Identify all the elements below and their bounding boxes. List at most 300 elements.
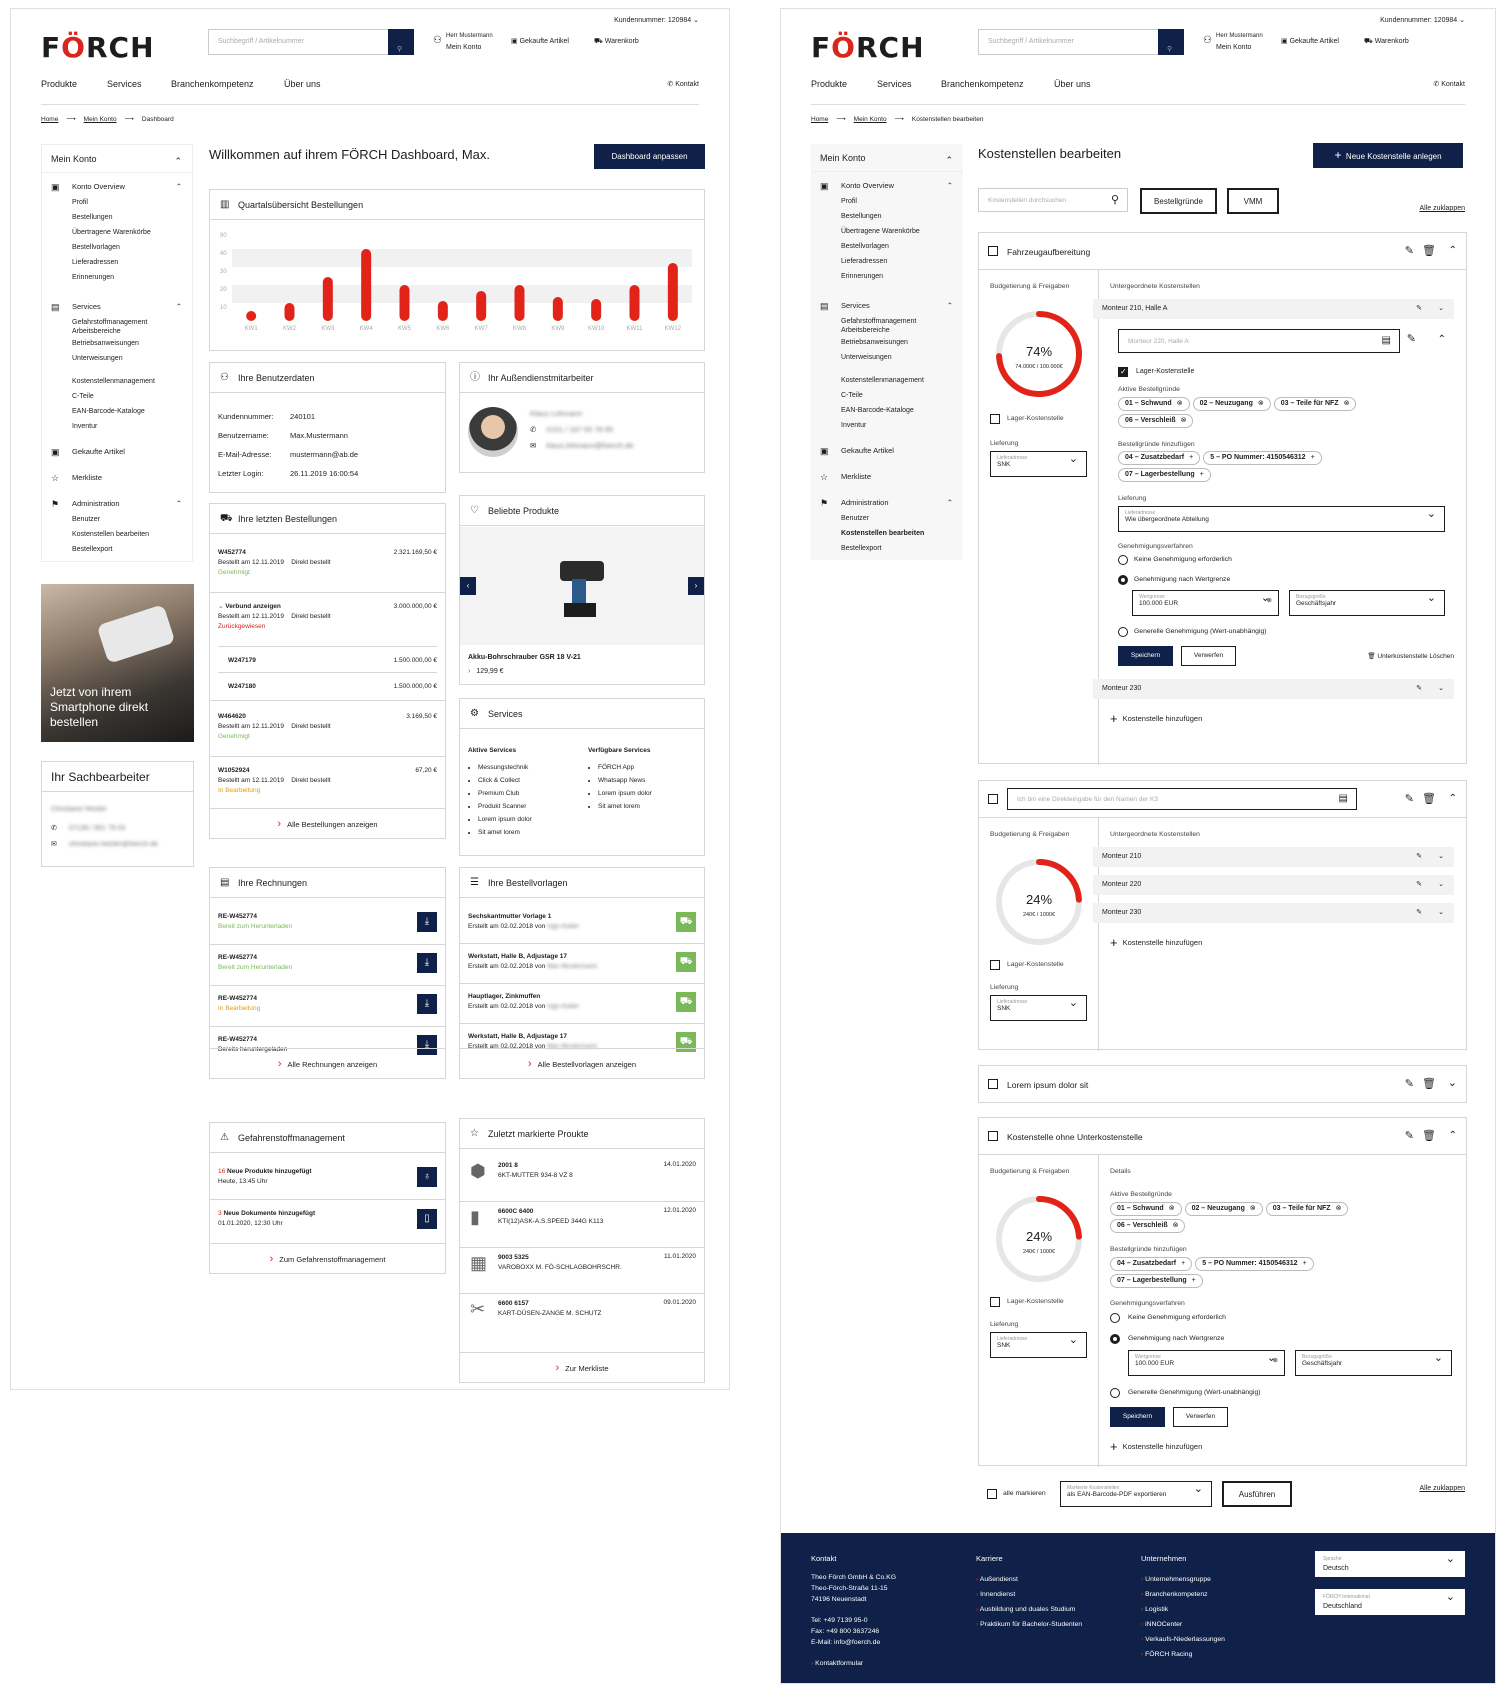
active-reason-chip[interactable] bbox=[1118, 414, 1193, 428]
foerch-logo[interactable] bbox=[41, 31, 155, 64]
carousel-prev-button[interactable]: ‹ bbox=[460, 577, 476, 595]
approval-general-radio[interactable] bbox=[1110, 1388, 1120, 1398]
customer-number[interactable]: Kundennummer: 120984 ⌄ bbox=[1380, 17, 1465, 24]
x-tick-label: KW7 bbox=[474, 326, 488, 332]
sidebar-item-kostenstellen[interactable]: Kostenstellen bearbeiten bbox=[72, 531, 150, 538]
watchlist-link[interactable]: › Zur Merkliste bbox=[460, 1352, 704, 1382]
plus-icon[interactable]: + bbox=[1191, 1277, 1196, 1284]
sidebar-item-bestellungen[interactable]: Bestellungen bbox=[841, 213, 882, 220]
reference-select[interactable] bbox=[1289, 590, 1445, 616]
bar[interactable] bbox=[246, 311, 256, 321]
save-icon[interactable]: ▤ bbox=[1338, 793, 1348, 804]
sidebar-item-gekauft[interactable] bbox=[42, 444, 192, 460]
cost-center-checkbox[interactable] bbox=[988, 794, 998, 804]
approval-none-radio[interactable] bbox=[1118, 555, 1128, 565]
hazard-product-button[interactable] bbox=[417, 1167, 437, 1187]
service-item[interactable]: • Sit amet lorem bbox=[478, 826, 532, 839]
sidebar-item-gefahrstoff[interactable]: Gefahrstoffmanagement Arbeitsbereiche bbox=[841, 318, 917, 334]
hazard-document-button[interactable] bbox=[417, 1209, 437, 1229]
trash-icon[interactable]: 🗑 bbox=[1422, 793, 1436, 805]
subcenter-name: Monteur 230 bbox=[1102, 909, 1142, 916]
cost-center-checkbox[interactable] bbox=[988, 1131, 998, 1141]
language-select[interactable] bbox=[1315, 1551, 1465, 1577]
sidebar-title[interactable]: Mein Konto ⌃ bbox=[42, 145, 192, 173]
cost-center-search-input[interactable] bbox=[978, 188, 1128, 212]
x-tick-label: KW6 bbox=[436, 326, 450, 332]
chip-label: 02 – Neuzugang bbox=[1191, 1205, 1245, 1212]
footer-link[interactable]: › Außendienst bbox=[976, 1572, 1082, 1587]
order-item[interactable] bbox=[218, 712, 437, 742]
active-reason-chip[interactable] bbox=[1110, 1202, 1182, 1216]
invoice-item[interactable] bbox=[218, 994, 437, 1014]
bar[interactable] bbox=[591, 299, 601, 321]
delivery-address-select[interactable] bbox=[990, 451, 1087, 477]
edit-icon[interactable]: ✎ bbox=[1416, 853, 1422, 860]
subcenter-name: Monteur 210, Halle A bbox=[1102, 305, 1168, 312]
reference-select[interactable] bbox=[1295, 1350, 1452, 1376]
remove-icon[interactable]: ⊗ bbox=[1335, 1205, 1342, 1212]
sidebar-item-label: Gekaufte Artikel bbox=[841, 446, 894, 455]
customer-number[interactable]: Kundennummer: 120984 ⌄ bbox=[614, 17, 699, 24]
sidebar-item-benutzer[interactable]: Benutzer bbox=[841, 515, 870, 522]
bar[interactable] bbox=[285, 303, 295, 321]
clerk-phone[interactable] bbox=[51, 824, 125, 832]
breadcrumb-home[interactable]: Home bbox=[41, 116, 59, 123]
order-subitem[interactable] bbox=[228, 682, 437, 692]
template-item[interactable] bbox=[468, 952, 670, 972]
footer-link[interactable]: › Logistik bbox=[1141, 1602, 1225, 1617]
footer-link[interactable]: › Innendienst bbox=[976, 1587, 1082, 1602]
sidebar-item-bestellvorlagen[interactable]: Bestellvorlagen bbox=[841, 243, 889, 250]
limit-input[interactable] bbox=[1128, 1350, 1285, 1376]
bar[interactable] bbox=[438, 301, 448, 321]
sidebar-item-kostenstellenmanagement[interactable]: Kostenstellenmanagement bbox=[72, 378, 155, 385]
search-input[interactable] bbox=[208, 29, 414, 55]
edit-icon[interactable]: ✎ bbox=[1416, 685, 1422, 692]
subcenter-row[interactable] bbox=[1093, 299, 1454, 319]
sidebar-item-erinnerungen[interactable]: Erinnerungen bbox=[72, 274, 115, 281]
marked-product-item[interactable] bbox=[498, 1253, 644, 1273]
chevron-up-icon[interactable]: ⌃ bbox=[1448, 245, 1457, 256]
bar[interactable] bbox=[400, 285, 410, 321]
sales-rep-phone-text: 0151 / 167 55 78 85 bbox=[546, 425, 614, 434]
footer-link[interactable]: › Praktikum für Bachelor-Studenten bbox=[976, 1617, 1082, 1632]
plus-icon[interactable]: + bbox=[1310, 454, 1315, 461]
remove-icon[interactable]: ⊗ bbox=[1172, 1222, 1179, 1229]
sidebar-item-inventur[interactable]: Inventur bbox=[72, 423, 98, 430]
sidebar-item-profil[interactable]: Profil bbox=[841, 198, 857, 205]
logo-text: Ö bbox=[831, 31, 856, 64]
sidebar-item-inventur[interactable]: Inventur bbox=[841, 422, 867, 429]
order-item[interactable] bbox=[218, 766, 437, 796]
add-reasons bbox=[1118, 451, 1408, 485]
add-subcenter-button[interactable]: + Kostenstelle hinzufügen bbox=[1110, 711, 1202, 726]
search-button[interactable] bbox=[1158, 29, 1184, 55]
order-item[interactable] bbox=[218, 548, 437, 578]
footer-link[interactable]: › Ausbildung und duales Studium bbox=[976, 1602, 1082, 1617]
hazard-item[interactable] bbox=[218, 1167, 437, 1187]
breadcrumb-account[interactable]: Mein Konto bbox=[853, 116, 887, 123]
new-cost-center-button[interactable] bbox=[1313, 143, 1463, 168]
cost-center-name-input[interactable] bbox=[1007, 788, 1357, 810]
sidebar-item-gekauft[interactable] bbox=[811, 443, 963, 459]
sidebar-item-ean[interactable]: EAN-Barcode-Kataloge bbox=[72, 408, 145, 415]
subcenters-label: Untergeordnete Kostenstellen bbox=[1110, 283, 1200, 290]
nav-branchenkompetenz[interactable]: Branchenkompetenz bbox=[941, 79, 1024, 89]
discard-button[interactable]: Verwerfen bbox=[1181, 646, 1236, 666]
nav-ueber-uns[interactable]: Über uns bbox=[284, 79, 321, 89]
marked-product-item[interactable] bbox=[498, 1207, 644, 1227]
service-item[interactable]: • Lorem ipsum dolor bbox=[478, 813, 532, 826]
bar[interactable] bbox=[361, 249, 371, 321]
plus-icon[interactable]: + bbox=[1302, 1260, 1307, 1267]
sidebar-item-merkliste[interactable] bbox=[42, 470, 192, 486]
limit-input[interactable] bbox=[1132, 590, 1279, 616]
download-button[interactable] bbox=[417, 912, 437, 932]
bar[interactable] bbox=[323, 277, 333, 321]
chevron-down-icon[interactable]: ⌄ bbox=[1447, 1077, 1457, 1089]
sales-rep-card bbox=[459, 362, 705, 473]
sidebar-item-cteile[interactable]: C-Teile bbox=[72, 393, 94, 400]
cost-center-checkbox[interactable] bbox=[988, 1079, 998, 1089]
remove-icon[interactable]: ⊗ bbox=[1343, 400, 1350, 407]
chip-label: 04 – Zusatzbedarf bbox=[1125, 454, 1185, 461]
invoice-item[interactable] bbox=[218, 912, 437, 932]
remove-icon[interactable]: ⊗ bbox=[1180, 417, 1187, 424]
sidebar-group-overview[interactable] bbox=[42, 179, 192, 195]
sidebar-item-erinnerungen[interactable]: Erinnerungen bbox=[841, 273, 884, 280]
product-number: 2001 8 bbox=[498, 1162, 518, 1169]
bar[interactable] bbox=[553, 297, 563, 321]
collapse-all-link[interactable]: Alle zuklappen bbox=[1419, 205, 1465, 212]
footer-contact-form-link[interactable]: › Kontaktformular bbox=[811, 1656, 896, 1671]
sidebar-title[interactable]: Mein Konto ⌃ bbox=[811, 144, 963, 172]
cart-link[interactable] bbox=[1364, 36, 1409, 47]
plus-icon[interactable]: + bbox=[1189, 454, 1194, 461]
sidebar-item-benutzer[interactable]: Benutzer bbox=[72, 516, 101, 523]
service-item[interactable]: • Lorem ipsum dolor bbox=[598, 787, 652, 800]
nav-services[interactable]: Services bbox=[877, 79, 912, 89]
remove-icon[interactable]: ⊗ bbox=[1257, 400, 1264, 407]
carousel-next-button[interactable]: › bbox=[688, 577, 704, 595]
service-item[interactable]: • Messungstechnik bbox=[478, 761, 532, 774]
sidebar-item-bestellvorlagen[interactable]: Bestellvorlagen bbox=[72, 244, 120, 251]
cart-link[interactable] bbox=[594, 36, 639, 47]
tel-line: Tel: +49 7139 95-0 bbox=[811, 1617, 868, 1624]
edit-icon[interactable]: ✎ bbox=[1416, 305, 1422, 312]
select-label: Markierte Kostenstellen bbox=[1067, 1485, 1120, 1491]
subcenter-name-input[interactable] bbox=[1118, 329, 1400, 353]
sidebar-item-betriebsanweisungen[interactable]: Betriebsanweisungen bbox=[841, 339, 908, 346]
remove-icon[interactable]: ⊗ bbox=[1249, 1205, 1256, 1212]
subcenter-row[interactable] bbox=[1093, 679, 1454, 699]
all-templates-link[interactable]: › Alle Bestellvorlagen anzeigen bbox=[460, 1048, 704, 1078]
new-cost-center-label: Neue Kostenstelle anlegen bbox=[1345, 152, 1442, 161]
discard-button[interactable]: Verwerfen bbox=[1173, 1407, 1228, 1427]
account-link[interactable] bbox=[433, 31, 493, 53]
approval-general-radio[interactable] bbox=[1118, 627, 1128, 637]
nav-produkte[interactable]: Produkte bbox=[811, 79, 848, 89]
chevron-up-icon[interactable]: ⌃ bbox=[1448, 1130, 1457, 1141]
order-subitem[interactable] bbox=[228, 656, 437, 666]
chevron-down-icon[interactable]: ⌄ bbox=[1438, 685, 1444, 692]
footer-link[interactable]: › Branchenkompetenz bbox=[1141, 1587, 1225, 1602]
service-item[interactable]: • Click & Collect bbox=[478, 774, 532, 787]
clerk-mail[interactable] bbox=[51, 840, 158, 848]
service-item[interactable]: • Premium Club bbox=[478, 787, 532, 800]
recent-orders-title: Ihre letzten Bestellungen bbox=[238, 514, 338, 524]
chip-label: 07 – Lagerbestellung bbox=[1117, 1277, 1187, 1284]
chevron-down-icon[interactable]: ⌄ bbox=[1438, 909, 1444, 916]
delete-subcenter-button[interactable] bbox=[1367, 652, 1454, 660]
delivery-address-select[interactable] bbox=[990, 1332, 1087, 1358]
active-reason-chip[interactable] bbox=[1118, 397, 1190, 411]
trash-icon[interactable]: 🗑 bbox=[1422, 1078, 1436, 1090]
footer-link[interactable]: › Verkaufs-Niederlassungen bbox=[1141, 1632, 1225, 1647]
select-value: SNK bbox=[997, 1342, 1011, 1349]
purchased-label: Gekaufte Artikel bbox=[519, 38, 569, 45]
chevron-up-icon[interactable]: ⌃ bbox=[1448, 793, 1457, 804]
service-item[interactable]: • Sit amet lorem bbox=[598, 800, 652, 813]
customize-dashboard-button[interactable]: Dashboard anpassen bbox=[594, 144, 705, 169]
hazard-text: Neue Dokumente hinzugefügt bbox=[223, 1210, 316, 1217]
bar[interactable] bbox=[668, 263, 678, 321]
save-button[interactable]: Speichern bbox=[1110, 1407, 1165, 1427]
sidebar-item-warenkoerbe[interactable]: Übertragene Warenkörbe bbox=[841, 228, 920, 235]
footer-link[interactable]: › Unternehmensgruppe bbox=[1141, 1572, 1225, 1587]
hazard-link[interactable]: › Zum Gefahrenstoffmanagement bbox=[210, 1243, 445, 1273]
bar[interactable] bbox=[476, 291, 486, 321]
clear-icon[interactable]: ⊗ bbox=[1266, 597, 1272, 604]
sidebar-group-label: Services bbox=[72, 302, 101, 311]
add-reason-chip[interactable] bbox=[1195, 1257, 1313, 1271]
chip-label: 5 – PO Nummer: 4150546312 bbox=[1210, 454, 1306, 461]
save-button[interactable]: Speichern bbox=[1118, 646, 1173, 666]
plus-icon[interactable]: + bbox=[1199, 471, 1204, 478]
services-title: Services bbox=[488, 709, 523, 719]
sidebar-item-kostenstellen[interactable]: Kostenstellen bearbeiten bbox=[841, 530, 925, 537]
remove-icon[interactable]: ⊗ bbox=[1176, 400, 1183, 407]
footer-link[interactable]: › iNNOCenter bbox=[1141, 1617, 1225, 1632]
sidebar-item-lieferadressen[interactable]: Lieferadressen bbox=[72, 259, 119, 266]
sidebar-group-admin[interactable] bbox=[42, 496, 192, 512]
budget-label: Budgetierung & Freigaben bbox=[990, 283, 1070, 290]
gauge-percent: 24% bbox=[1025, 1229, 1053, 1244]
all-invoices-link[interactable]: › Alle Rechnungen anzeigen bbox=[210, 1048, 445, 1078]
address-line: 74196 Neuenstadt bbox=[811, 1596, 867, 1603]
chevron-down-icon[interactable]: ⌄ bbox=[1438, 305, 1444, 312]
plus-icon[interactable]: + bbox=[1181, 1260, 1186, 1267]
delivery-select[interactable] bbox=[1118, 506, 1445, 532]
hazard-item[interactable] bbox=[218, 1209, 437, 1229]
add-reason-chip[interactable] bbox=[1118, 451, 1200, 465]
sidebar-item-betriebsanweisungen[interactable]: Betriebsanweisungen bbox=[72, 340, 139, 347]
sidebar-item-cteile[interactable]: C-Teile bbox=[841, 392, 863, 399]
edit-icon[interactable]: ✎ bbox=[1416, 881, 1422, 888]
trash-icon[interactable]: 🗑 bbox=[1422, 1130, 1436, 1142]
chip-label: 03 – Teile für NFZ bbox=[1272, 1205, 1331, 1212]
lager-subcheckbox[interactable] bbox=[1118, 367, 1128, 377]
invoice-item[interactable] bbox=[218, 953, 437, 973]
add-to-cart-button[interactable] bbox=[676, 992, 696, 1012]
sidebar-item-profil[interactable]: Profil bbox=[72, 199, 88, 206]
run-button[interactable]: Ausführen bbox=[1222, 1481, 1292, 1507]
active-reason-chip[interactable] bbox=[1266, 1202, 1349, 1216]
lager-checkbox[interactable] bbox=[990, 960, 1000, 970]
edit-icon[interactable]: ✎ bbox=[1416, 909, 1422, 916]
add-reason-chip[interactable] bbox=[1203, 451, 1321, 465]
active-reason-chip[interactable] bbox=[1110, 1219, 1185, 1233]
order-sum: 1.500.000,00 € bbox=[393, 657, 437, 664]
add-to-cart-button[interactable] bbox=[676, 912, 696, 932]
nav-branchenkompetenz[interactable]: Branchenkompetenz bbox=[171, 79, 254, 89]
lager-checkbox[interactable] bbox=[990, 1297, 1000, 1307]
select-value: 100.000 EUR bbox=[1139, 600, 1179, 607]
contact-link[interactable] bbox=[1433, 80, 1465, 88]
details-label: Details bbox=[1110, 1168, 1131, 1175]
purchased-link[interactable] bbox=[1281, 36, 1339, 47]
breadcrumb-account[interactable]: Mein Konto bbox=[83, 116, 117, 123]
approval-none-radio[interactable] bbox=[1110, 1313, 1120, 1323]
save-icon[interactable]: ▤ bbox=[1381, 335, 1391, 346]
user-data-card bbox=[209, 362, 446, 493]
collapse-all-link[interactable]: Alle zuklappen bbox=[1419, 1485, 1465, 1492]
all-orders-link[interactable]: › Alle Bestellungen anzeigen bbox=[210, 808, 445, 838]
subcenter-row[interactable] bbox=[1093, 875, 1454, 895]
bar[interactable] bbox=[515, 285, 525, 321]
nav-produkte[interactable]: Produkte bbox=[41, 79, 78, 89]
nav-services[interactable]: Services bbox=[107, 79, 142, 89]
order-mode: Direkt bestellt bbox=[291, 777, 331, 784]
sidebar-item-unterweisungen[interactable]: Unterweisungen bbox=[841, 354, 892, 361]
product-name[interactable]: Akku-Bohrschrauber GSR 18 V-21 bbox=[468, 654, 581, 661]
clear-icon[interactable]: ⊗ bbox=[1272, 1357, 1278, 1364]
sidebar-item-warenkoerbe[interactable]: Übertragene Warenkörbe bbox=[72, 229, 151, 236]
edit-icon[interactable]: ✎ bbox=[1404, 793, 1414, 805]
contact-link[interactable] bbox=[667, 80, 699, 88]
sidebar-group-services[interactable] bbox=[42, 299, 192, 315]
edit-icon[interactable]: ✎ bbox=[1404, 1130, 1414, 1142]
sidebar-item-bestellungen[interactable]: Bestellungen bbox=[72, 214, 113, 221]
bulk-action-select[interactable] bbox=[1060, 1481, 1212, 1507]
sales-rep-phone[interactable] bbox=[530, 425, 613, 434]
cart-icon: ⛟ bbox=[220, 513, 233, 524]
approval-limit-label: Genehmigung nach Wertgrenze bbox=[1134, 576, 1231, 583]
sales-rep-mail[interactable] bbox=[530, 441, 634, 450]
template-item[interactable] bbox=[468, 992, 670, 1012]
account-link[interactable] bbox=[1203, 31, 1263, 53]
app-promo-banner[interactable] bbox=[41, 584, 194, 742]
select-label: Sprache bbox=[1323, 1556, 1342, 1562]
service-item[interactable]: • Whatsapp News bbox=[598, 774, 652, 787]
add-subcenter-button[interactable]: + Kostenstelle hinzufügen bbox=[1110, 935, 1202, 950]
add-subcenter-button[interactable]: + Kostenstelle hinzufügen bbox=[1110, 1439, 1202, 1454]
box-icon: ▣ bbox=[511, 38, 518, 45]
foerch-logo[interactable] bbox=[811, 31, 925, 64]
marked-product-item[interactable] bbox=[498, 1299, 644, 1319]
sidebar-group-services[interactable] bbox=[811, 298, 963, 314]
chevron-down-icon[interactable]: ⌄ bbox=[1438, 881, 1444, 888]
nav-ueber-uns[interactable]: Über uns bbox=[1054, 79, 1091, 89]
country-select[interactable] bbox=[1315, 1589, 1465, 1615]
select-all-checkbox[interactable] bbox=[987, 1489, 997, 1499]
active-reason-chip[interactable] bbox=[1185, 1202, 1263, 1216]
template-item[interactable] bbox=[468, 912, 670, 932]
service-item[interactable]: • Produkt Scanner bbox=[478, 800, 532, 813]
cost-center-search-placeholder: Kostenstellen durchsuchen bbox=[988, 197, 1067, 204]
cost-center-name: Lorem ipsum dolor sit bbox=[1007, 1080, 1089, 1090]
subcenter-row[interactable] bbox=[1093, 847, 1454, 867]
user-data-key: Benutzername: bbox=[218, 431, 269, 440]
sidebar-item-ean[interactable]: EAN-Barcode-Kataloge bbox=[841, 407, 914, 414]
sidebar-item-lieferadressen[interactable]: Lieferadressen bbox=[841, 258, 888, 265]
add-reason-chip[interactable] bbox=[1110, 1257, 1192, 1271]
active-reason-chip[interactable] bbox=[1274, 397, 1357, 411]
cart-label: Warenkorb bbox=[1374, 38, 1409, 45]
dashboard-page bbox=[10, 8, 730, 1390]
user-data-row bbox=[218, 426, 358, 445]
cost-center-checkbox[interactable] bbox=[988, 246, 998, 256]
chevron-down-icon[interactable]: ⌄ bbox=[1438, 853, 1444, 860]
edit-icon[interactable]: ✎ bbox=[1406, 333, 1416, 345]
edit-icon[interactable]: ✎ bbox=[1404, 1078, 1414, 1090]
add-reason-chip[interactable] bbox=[1118, 468, 1211, 482]
cost-center-name: Kostenstelle ohne Unterkostenstelle bbox=[1007, 1132, 1143, 1142]
order-mode: Direkt bestellt bbox=[291, 559, 331, 566]
filter-vmm[interactable]: VMM bbox=[1227, 188, 1279, 214]
order-group[interactable] bbox=[218, 602, 437, 632]
subcenter-row[interactable] bbox=[1093, 903, 1454, 923]
sidebar-item-gefahrstoff[interactable]: Gefahrstoffmanagement Arbeitsbereiche bbox=[72, 319, 148, 335]
add-reason-chip[interactable] bbox=[1110, 1274, 1203, 1288]
remove-icon[interactable]: ⊗ bbox=[1168, 1205, 1175, 1212]
delete-subcenter-label: Unterkostenstelle Löschen bbox=[1377, 653, 1454, 660]
footer-link[interactable]: › FÖRCH Racing bbox=[1141, 1647, 1225, 1662]
lager-label: Lager-Kostenstelle bbox=[1007, 961, 1064, 968]
sidebar-item-bestellexport[interactable]: Bestellexport bbox=[72, 546, 113, 553]
active-services-list bbox=[478, 761, 532, 839]
sidebar-group-overview[interactable] bbox=[811, 178, 963, 194]
lager-checkbox[interactable] bbox=[990, 414, 1000, 424]
breadcrumb-home[interactable]: Home bbox=[811, 116, 829, 123]
active-reason-chip[interactable] bbox=[1193, 397, 1271, 411]
search-button[interactable] bbox=[388, 29, 414, 55]
user-greeting: Herr Mustermann bbox=[446, 33, 493, 39]
sidebar-item-merkliste[interactable] bbox=[811, 469, 963, 485]
search-input[interactable] bbox=[978, 29, 1184, 55]
approval-limit-radio[interactable] bbox=[1118, 575, 1128, 585]
edit-icon[interactable]: ✎ bbox=[1404, 245, 1414, 257]
download-button[interactable] bbox=[417, 953, 437, 973]
account-sidebar bbox=[41, 144, 193, 562]
service-item[interactable]: • FÖRCH App bbox=[598, 761, 652, 774]
download-button[interactable] bbox=[417, 994, 437, 1014]
sidebar-item-unterweisungen[interactable]: Unterweisungen bbox=[72, 355, 123, 362]
add-to-cart-button[interactable] bbox=[676, 952, 696, 972]
purchased-link[interactable] bbox=[511, 36, 569, 47]
marked-product-item[interactable] bbox=[498, 1161, 644, 1181]
bar[interactable] bbox=[630, 285, 640, 321]
delivery-address-select[interactable] bbox=[990, 995, 1087, 1021]
sidebar-group-admin[interactable] bbox=[811, 495, 963, 511]
sales-rep-name: Klaus Lohmann bbox=[530, 409, 583, 418]
approval-limit-radio[interactable] bbox=[1110, 1334, 1120, 1344]
filter-bestellgruende[interactable]: Bestellgründe bbox=[1140, 188, 1217, 214]
trash-icon[interactable]: 🗑 bbox=[1422, 245, 1436, 257]
sidebar-item-bestellexport[interactable]: Bestellexport bbox=[841, 545, 882, 552]
sidebar-item-kostenstellenmanagement[interactable]: Kostenstellenmanagement bbox=[841, 377, 924, 384]
chevron-up-icon[interactable]: ⌃ bbox=[1437, 334, 1446, 345]
